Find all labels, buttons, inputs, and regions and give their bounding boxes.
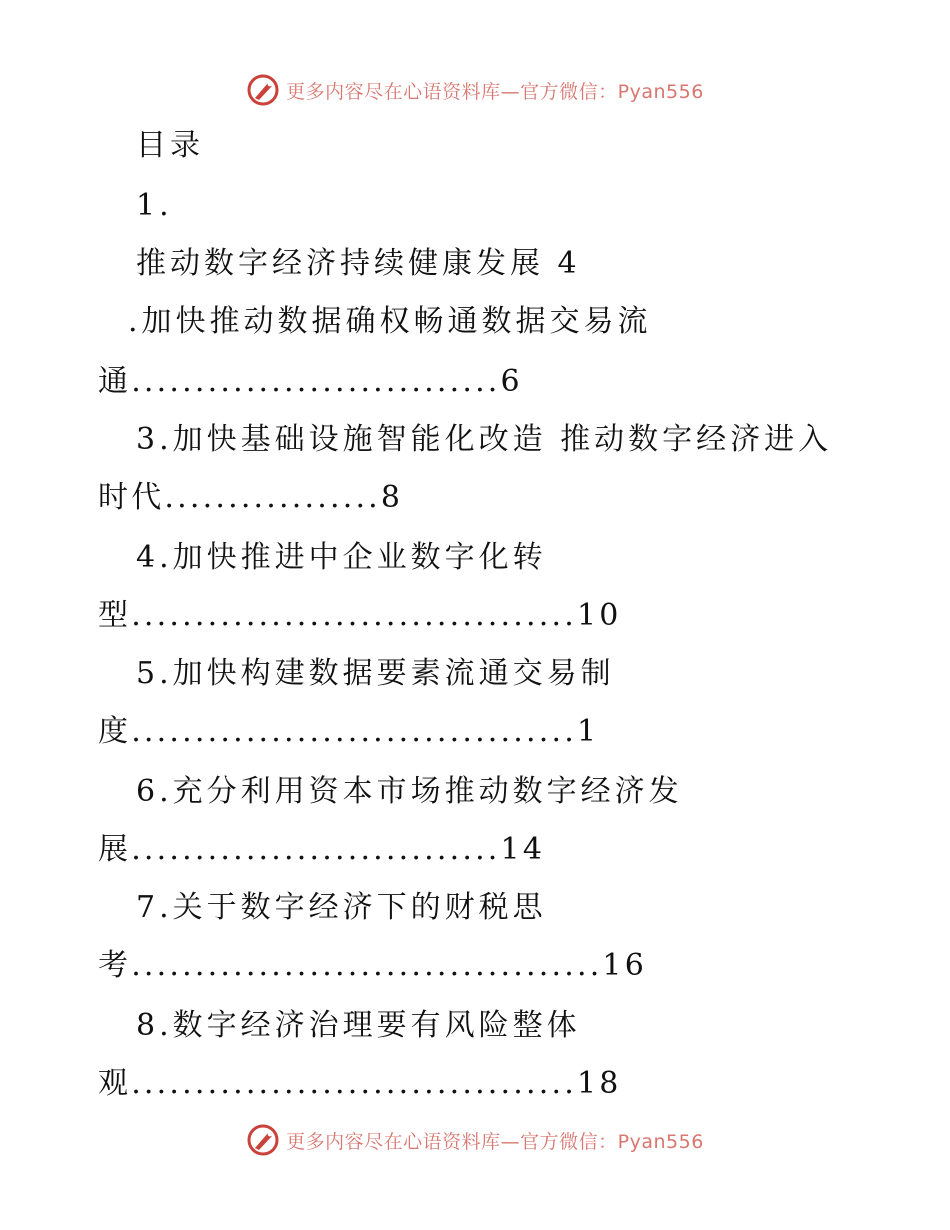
toc-line: 型...................................10 [98, 598, 622, 633]
toc-line: 4.加快推进中企业数字化转 [136, 540, 547, 575]
pen-logo-icon [246, 1123, 280, 1157]
toc-line: 度...................................1 [98, 714, 600, 749]
watermark-footer [0, 1120, 950, 1160]
toc-line: 考.....................................16 [98, 948, 648, 983]
toc-line: 3.加快基础设施智能化改造 推动数字经济进入 [136, 422, 833, 457]
toc-line: 展.............................14 [98, 832, 546, 867]
toc-line: 5.加快构建数据要素流通交易制 [136, 656, 615, 691]
toc-line: 时代.................8 [98, 480, 404, 515]
toc-line: 1. [136, 188, 173, 223]
watermark-header [0, 70, 950, 110]
toc-line: 7.关于数字经济下的财税思 [136, 890, 547, 925]
toc-line: 观...................................18 [98, 1066, 622, 1101]
watermark-text: 更多内容尽在心语资料库—官方微信：Pyan556 [286, 1130, 704, 1153]
toc-line: 8.数字经济治理要有风险整体 [136, 1008, 581, 1043]
toc-heading: 目录 [136, 128, 204, 163]
toc-line: 推动数字经济持续健康发展 4 [136, 246, 581, 281]
toc-line: 通.............................6 [98, 364, 523, 399]
pen-logo-icon [246, 73, 280, 107]
watermark-text: 更多内容尽在心语资料库—官方微信：Pyan556 [286, 80, 704, 103]
toc-line: .加快推动数据确权畅通数据交易流 [128, 304, 652, 339]
toc-line: 6.充分利用资本市场推动数字经济发 [136, 774, 683, 809]
